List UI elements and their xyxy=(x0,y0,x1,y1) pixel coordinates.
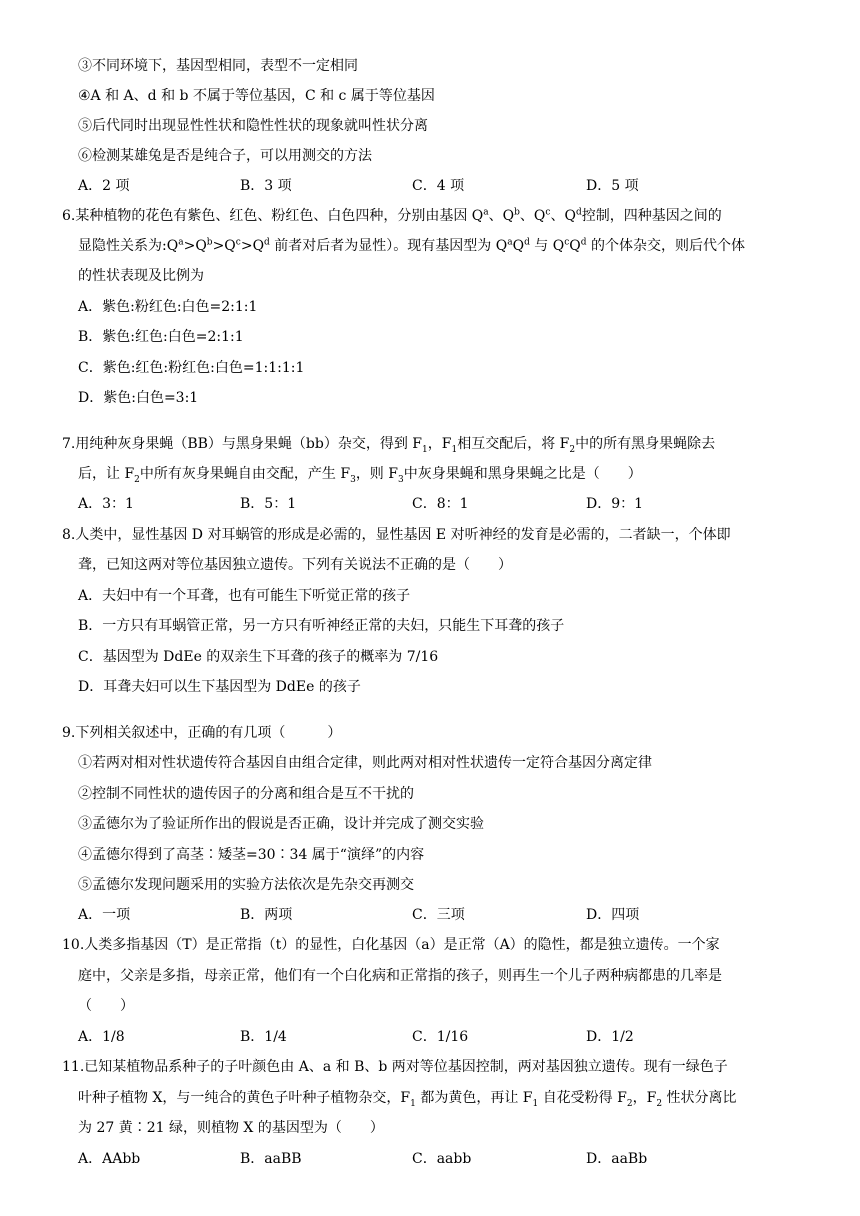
q9-item-2: ②控制不同性状的遗传因子的分离和组合是互不干扰的 xyxy=(78,786,414,802)
q7-stem-line1: 7.用纯种灰身果蝇（BB）与黑身果蝇（bb）杂交，得到 $F_1$，$F_1$相互交配后，将 $F_2$中的所有黑身果蝇除去 xyxy=(62,436,716,455)
q9-item-4: ④孟德尔得到了高茎∶矮茎=30∶34 属于“演绎”的内容 xyxy=(78,847,425,863)
statement-3: ③不同环境下，基因型相同，表型不一定相同 xyxy=(78,58,358,74)
option-a[interactable]: A．AAbb xyxy=(78,1151,141,1167)
q6-option-b[interactable]: B．紫色:红色:白色=2:1:1 xyxy=(78,329,244,345)
option-b[interactable]: B．3 项 xyxy=(240,178,292,194)
q11-stem-line3: 为 27 黄∶21 绿，则植物 X 的基因型为（ ） xyxy=(78,1120,384,1136)
q9-item-5: ⑤孟德尔发现问题采用的实验方法依次是先杂交再测交 xyxy=(78,877,414,893)
option-c[interactable]: C．三项 xyxy=(412,907,465,923)
option-d[interactable]: D．四项 xyxy=(586,907,640,923)
option-d[interactable]: D．9：1 xyxy=(586,496,644,512)
q11-options xyxy=(78,1149,818,1169)
q9-item-3: ③孟德尔为了验证所作出的假说是否正确，设计并完成了测交实验 xyxy=(78,816,484,832)
option-d[interactable]: D．aaBb xyxy=(586,1151,648,1167)
option-b[interactable]: B．5：1 xyxy=(240,496,297,512)
statement-4: ④A 和 A、d 和 b 不属于等位基因，C 和 c 属于等位基因 xyxy=(78,88,435,104)
q9-item-1: ①若两对相对性状遗传符合基因自由组合定律，则此两对相对性状遗传一定符合基因分离定律 xyxy=(78,755,652,771)
option-c[interactable]: C．4 项 xyxy=(412,178,465,194)
option-d[interactable]: D．5 项 xyxy=(586,178,639,194)
option-a[interactable]: A．一项 xyxy=(78,907,131,923)
q9-options xyxy=(78,905,818,925)
q6-option-a[interactable]: A．紫色:粉红色:白色=2:1:1 xyxy=(78,299,258,315)
q8-option-d[interactable]: D．耳聋夫妇可以生下基因型为 DdEe 的孩子 xyxy=(78,679,361,695)
option-a[interactable]: A．1/8 xyxy=(78,1029,125,1045)
q7-options xyxy=(78,494,818,514)
option-c[interactable]: C．1/16 xyxy=(412,1029,469,1045)
q8-stem-line2: 聋，已知这两对等位基因独立遗传。下列有关说法不正确的是（ ） xyxy=(78,557,512,573)
option-c[interactable]: C．8：1 xyxy=(412,496,469,512)
option-c[interactable]: C．aabb xyxy=(412,1151,472,1167)
option-b[interactable]: B．1/4 xyxy=(240,1029,287,1045)
q6-option-c[interactable]: C．紫色:红色:粉红色:白色=1:1:1:1 xyxy=(78,360,305,376)
q6-stem-line1: 6.某种植物的花色有紫色、红色、粉红色、白色四种，分别由基因 $Q^a$、$Q^b$、$Q^c$、$Q^d$控制，四种基因之间的 xyxy=(62,207,722,224)
q7-stem-line2: 后，让 $F_2$中所有灰身果蝇自由交配，产生 $F_3$，则 $F_3$中灰身果蝇和黑身果蝇之比是（ ） xyxy=(78,466,642,485)
q10-stem-line2: 庭中，父亲是多指，母亲正常，他们有一个白化病和正常指的孩子，则再生一个儿子两种病都患的几率是 xyxy=(78,968,722,984)
q8-stem-line1: 8.人类中，显性基因 D 对耳蜗管的形成是必需的，显性基因 E 对听神经的发育是必需的，二者缺一，个体即 xyxy=(62,527,731,543)
q10-stem-line1: 10.人类多指基因（T）是正常指（t）的显性，白化基因（a）是正常（A）的隐性，都是独立遗传。一个家 xyxy=(62,937,720,953)
option-a[interactable]: A．3：1 xyxy=(78,496,134,512)
q9-stem: 9.下列相关叙述中，正确的有几项（ ） xyxy=(62,725,342,741)
q8-option-a[interactable]: A．夫妇中有一个耳聋，也有可能生下听觉正常的孩子 xyxy=(78,588,411,604)
statement-6: ⑥检测某雄兔是否是纯合子，可以用测交的方法 xyxy=(78,148,372,164)
q6-stem-line2: 显隐性关系为$:Q^a>Q^b>Q^c>Q^d$ 前者对后者为显性）。现有基因型为 $Q^aQ^d$ 与 $Q^cQ^d$ 的个体杂交，则后代个体 xyxy=(78,237,745,254)
option-a[interactable]: A．2 项 xyxy=(78,178,130,194)
statement-5: ⑤后代同时出现显性性状和隐性性状的现象就叫性状分离 xyxy=(78,118,428,134)
q10-options xyxy=(78,1027,818,1047)
q11-stem-line2: 叶种子植物 X，与一纯合的黄色子叶种子植物杂交，$F_1$ 都为黄色，再让 $F_1$ 自花受粉得 $F_2$，$F_2$ 性状分离比 xyxy=(78,1090,737,1109)
q11-stem-line1: 11.已知某植物品系种子的子叶颜色由 A、a 和 B、b 两对等位基因控制，两对基因独立遗传。现有一绿色子 xyxy=(62,1059,728,1075)
q6-option-d[interactable]: D．紫色:白色=3:1 xyxy=(78,390,199,406)
option-b[interactable]: B．aaBB xyxy=(240,1151,302,1167)
q5-options xyxy=(78,176,818,196)
option-d[interactable]: D．1/2 xyxy=(586,1029,634,1045)
q8-option-b[interactable]: B．一方只有耳蜗管正常，另一方只有听神经正常的夫妇，只能生下耳聋的孩子 xyxy=(78,618,565,634)
q8-option-c[interactable]: C．基因型为 DdEe 的双亲生下耳聋的孩子的概率为 7/16 xyxy=(78,649,439,665)
q6-stem-line3: 的性状表现及比例为 xyxy=(78,268,204,284)
option-b[interactable]: B．两项 xyxy=(240,907,293,923)
q10-stem-line3: （ ） xyxy=(78,998,134,1014)
